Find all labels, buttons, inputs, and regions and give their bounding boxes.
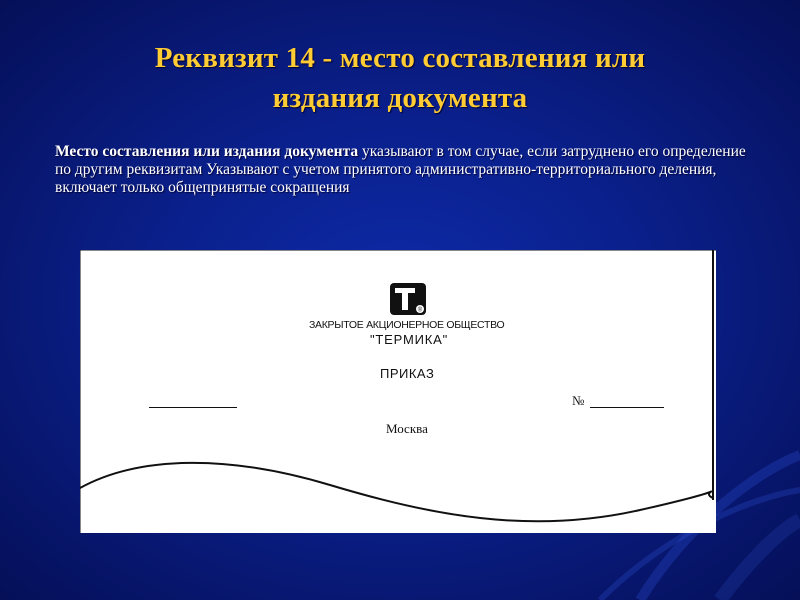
slide-title — [40, 38, 760, 118]
body-description: указывают в том случае, если затруднено его определение по другим реквизитам Указывают с учетом принятого административно-территориального деления, включает только общепринятые сокращения — [55, 143, 746, 196]
number-blank-line — [590, 407, 664, 408]
slide-body-text — [55, 143, 755, 197]
body-bold-term: Место составления или издания документа — [55, 143, 359, 160]
company-name: "ТЕРМИКА" — [370, 332, 448, 347]
company-type: ЗАКРЫТОЕ АКЦИОНЕРНОЕ ОБЩЕСТВО — [309, 319, 505, 331]
registered-mark: ® — [417, 307, 423, 314]
document-type: ПРИКАЗ — [380, 366, 435, 381]
company-logo — [389, 282, 427, 316]
document-sample — [80, 250, 716, 533]
place-of-issue: Москва — [386, 421, 428, 436]
slide-title-line-2: издания документа — [272, 82, 528, 114]
date-blank-line — [149, 407, 237, 408]
number-label: № — [572, 393, 585, 408]
slide-title-line-1: Реквизит 14 - место составления или — [154, 42, 646, 74]
